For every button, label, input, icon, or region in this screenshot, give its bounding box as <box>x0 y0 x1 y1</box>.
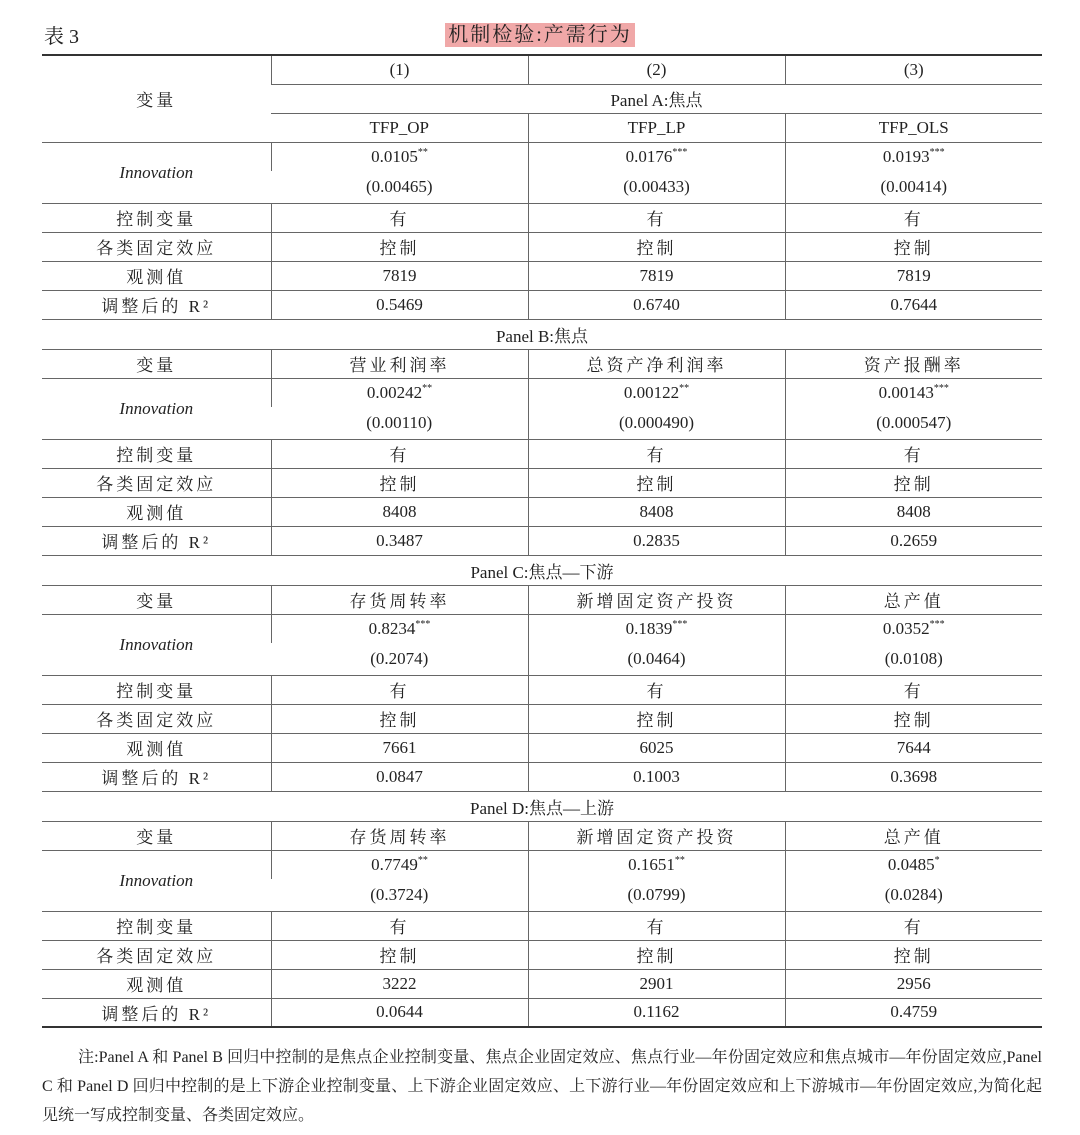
controls-row-value: 有 <box>785 911 1042 940</box>
standard-error: (0.00110) <box>271 407 528 439</box>
panel-a-var-3: TFP_OLS <box>785 113 1042 142</box>
coefficient-value: 0.0105 <box>371 146 418 166</box>
dependent-variable: 存货周转率 <box>271 585 528 614</box>
dependent-variable: 新增固定资产投资 <box>528 821 785 850</box>
coefficient-value: 0.00122 <box>623 382 680 402</box>
fixed-effects-row-value: 控制 <box>785 940 1042 969</box>
adj-r2-row-value: 0.3698 <box>785 762 1042 791</box>
controls-row <box>42 675 1042 704</box>
fixed-effects-row-value: 控制 <box>785 704 1042 733</box>
adj-r2-row-value: 0.5469 <box>271 290 528 319</box>
adj-r2-row-value: 0.2659 <box>785 526 1042 555</box>
dependent-variable-row <box>42 349 1042 378</box>
observations-row-value: 7644 <box>785 733 1042 762</box>
coefficient-value: 0.0485 <box>887 854 935 874</box>
observations-row <box>42 261 1042 290</box>
coefficient-value: 0.8234 <box>368 618 416 638</box>
coefficient-value: 0.00242 <box>366 382 423 402</box>
fixed-effects-row-label: 各类固定效应 <box>42 704 271 733</box>
standard-error: (0.0799) <box>528 879 785 911</box>
coefficient-value: 0.0193 <box>882 146 930 166</box>
controls-row-label: 控制变量 <box>42 911 271 940</box>
variable-label: 变量 <box>42 585 271 614</box>
significance-stars: ** <box>417 146 428 158</box>
header-row-cols <box>42 55 1042 84</box>
coefficient-cell <box>528 142 785 171</box>
coefficient-value: 0.7749 <box>371 854 418 874</box>
controls-row-label: 控制变量 <box>42 203 271 232</box>
fixed-effects-row-value: 控制 <box>271 468 528 497</box>
coefficient-cell <box>785 614 1042 643</box>
innovation-label: Innovation <box>42 614 271 675</box>
significance-stars: *** <box>933 382 949 394</box>
observations-row-value: 2901 <box>528 969 785 998</box>
controls-row-value: 有 <box>528 203 785 232</box>
col-header-2: (2) <box>528 55 785 84</box>
adj-r2-row <box>42 762 1042 791</box>
variable-label: 变量 <box>42 821 271 850</box>
standard-error: (0.000490) <box>528 407 785 439</box>
innovation-label: Innovation <box>42 142 271 203</box>
observations-row-value: 6025 <box>528 733 785 762</box>
controls-row-value: 有 <box>528 439 785 468</box>
table-title: 机制检验:产需行为 <box>445 23 635 47</box>
coefficient-cell <box>785 378 1042 407</box>
coefficient-cell <box>528 614 785 643</box>
coefficient-value: 0.1651 <box>628 854 675 874</box>
coefficient-value: 0.0352 <box>882 618 930 638</box>
dependent-variable: 总资产净利润率 <box>528 349 785 378</box>
dependent-variable: 资产报酬率 <box>785 349 1042 378</box>
fixed-effects-row-value: 控制 <box>271 232 528 261</box>
standard-error: (0.0464) <box>528 643 785 675</box>
standard-error: (0.00433) <box>528 171 785 203</box>
coefficient-cell <box>528 850 785 879</box>
adj-r2-row <box>42 290 1042 319</box>
panel-title: Panel D:焦点—上游 <box>42 791 1042 821</box>
col-header-1: (1) <box>271 55 528 84</box>
dependent-variable: 总产值 <box>785 585 1042 614</box>
standard-error: (0.3724) <box>271 879 528 911</box>
observations-row-label: 观测值 <box>42 969 271 998</box>
panel-title: Panel B:焦点 <box>42 319 1042 349</box>
panel-a-title: Panel A:焦点 <box>271 84 1042 113</box>
innovation-label: Innovation <box>42 850 271 911</box>
controls-row-value: 有 <box>271 439 528 468</box>
dependent-variable: 新增固定资产投资 <box>528 585 785 614</box>
innovation-coef-row <box>42 850 1042 879</box>
innovation-label: Innovation <box>42 378 271 439</box>
coefficient-cell <box>271 378 528 407</box>
innovation-coef-row <box>42 614 1042 643</box>
table-label: 表 3 <box>44 26 79 48</box>
observations-row-value: 8408 <box>785 497 1042 526</box>
fixed-effects-row-value: 控制 <box>528 704 785 733</box>
table-body <box>42 55 1042 1027</box>
adj-r2-row-label: 调整后的 R² <box>42 998 271 1027</box>
variable-label: 变量 <box>42 349 271 378</box>
regression-table <box>42 54 1042 1028</box>
controls-row <box>42 911 1042 940</box>
coefficient-cell <box>271 614 528 643</box>
controls-row-value: 有 <box>528 675 785 704</box>
coefficient-value: 0.00143 <box>878 382 934 402</box>
adj-r2-row-value: 0.1003 <box>528 762 785 791</box>
controls-row <box>42 439 1042 468</box>
standard-error: (0.00465) <box>271 171 528 203</box>
observations-row-value: 8408 <box>528 497 785 526</box>
significance-stars: ** <box>679 382 690 394</box>
adj-r2-row-value: 0.3487 <box>271 526 528 555</box>
fixed-effects-row-value: 控制 <box>528 232 785 261</box>
innovation-coef-row <box>42 378 1042 407</box>
observations-row-value: 7819 <box>528 261 785 290</box>
adj-r2-row-value: 0.4759 <box>785 998 1042 1027</box>
controls-row-label: 控制变量 <box>42 439 271 468</box>
fixed-effects-row-value: 控制 <box>785 468 1042 497</box>
observations-row-value: 7819 <box>785 261 1042 290</box>
panel-a-var-1: TFP_OP <box>271 113 528 142</box>
dependent-variable: 存货周转率 <box>271 821 528 850</box>
controls-row-value: 有 <box>528 911 785 940</box>
adj-r2-row-value: 0.7644 <box>785 290 1042 319</box>
standard-error: (0.2074) <box>271 643 528 675</box>
adj-r2-row-value: 0.6740 <box>528 290 785 319</box>
significance-stars: ** <box>422 382 433 394</box>
fixed-effects-row <box>42 468 1042 497</box>
standard-error: (0.0108) <box>785 643 1042 675</box>
observations-row-value: 3222 <box>271 969 528 998</box>
coefficient-cell <box>785 850 1042 879</box>
dependent-variable-row <box>42 821 1042 850</box>
controls-row <box>42 203 1042 232</box>
significance-stars: *** <box>672 618 688 630</box>
fixed-effects-row-value: 控制 <box>271 940 528 969</box>
fixed-effects-row-label: 各类固定效应 <box>42 232 271 261</box>
fixed-effects-row <box>42 232 1042 261</box>
significance-stars: *** <box>672 146 688 158</box>
adj-r2-row-value: 0.0847 <box>271 762 528 791</box>
adj-r2-row-value: 0.1162 <box>528 998 785 1027</box>
controls-row-value: 有 <box>785 675 1042 704</box>
fixed-effects-row-value: 控制 <box>785 232 1042 261</box>
standard-error: (0.0284) <box>785 879 1042 911</box>
observations-row-value: 7661 <box>271 733 528 762</box>
coefficient-cell <box>271 142 528 171</box>
fixed-effects-row-value: 控制 <box>528 468 785 497</box>
standard-error: (0.00414) <box>785 171 1042 203</box>
observations-row-value: 8408 <box>271 497 528 526</box>
observations-row-value: 2956 <box>785 969 1042 998</box>
panel-title-row <box>42 555 1042 585</box>
controls-row-value: 有 <box>271 675 528 704</box>
significance-stars: *** <box>929 618 945 630</box>
coefficient-cell <box>271 850 528 879</box>
coefficient-cell <box>785 142 1042 171</box>
adj-r2-row-value: 0.2835 <box>528 526 785 555</box>
fixed-effects-row <box>42 704 1042 733</box>
innovation-coef-row <box>42 142 1042 171</box>
header-variable-label: 变量 <box>42 55 271 142</box>
fixed-effects-row-label: 各类固定效应 <box>42 940 271 969</box>
coefficient-cell <box>528 378 785 407</box>
observations-row-label: 观测值 <box>42 497 271 526</box>
table-note: 注:Panel A 和 Panel B 回归中控制的是焦点企业控制变量、焦点企业固定效应、焦点行业—年份固定效应和焦点城市—年份固定效应,Panel C 和 Panel D 回归中控制的是上下游企业控制变量、上下游企业固定效应、上下游行业—年份固定效应和上下游城市—年份固定效应,为简化起见统一写成控制变量、各类固定效应。 <box>42 1049 1042 1124</box>
table-title-wrap <box>0 18 1080 47</box>
coefficient-value: 0.0176 <box>625 146 673 166</box>
controls-row-label: 控制变量 <box>42 675 271 704</box>
panel-a-var-2: TFP_LP <box>528 113 785 142</box>
standard-error: (0.000547) <box>785 407 1042 439</box>
panel-title: Panel C:焦点—下游 <box>42 555 1042 585</box>
dependent-variable: 营业利润率 <box>271 349 528 378</box>
panel-title-row <box>42 319 1042 349</box>
observations-row-label: 观测值 <box>42 261 271 290</box>
fixed-effects-row-label: 各类固定效应 <box>42 468 271 497</box>
adj-r2-row <box>42 998 1042 1027</box>
controls-row-value: 有 <box>271 203 528 232</box>
adj-r2-row-label: 调整后的 R² <box>42 290 271 319</box>
adj-r2-row-label: 调整后的 R² <box>42 762 271 791</box>
dependent-variable-row <box>42 585 1042 614</box>
col-header-3: (3) <box>785 55 1042 84</box>
coefficient-value: 0.1839 <box>625 618 673 638</box>
observations-row <box>42 497 1042 526</box>
significance-stars: ** <box>674 854 685 866</box>
significance-stars: *** <box>415 618 431 630</box>
significance-stars: ** <box>417 854 428 866</box>
significance-stars: * <box>934 854 940 866</box>
fixed-effects-row <box>42 940 1042 969</box>
observations-row-label: 观测值 <box>42 733 271 762</box>
adj-r2-row-value: 0.0644 <box>271 998 528 1027</box>
panel-title-row <box>42 791 1042 821</box>
controls-row-value: 有 <box>271 911 528 940</box>
observations-row <box>42 733 1042 762</box>
significance-stars: *** <box>929 146 945 158</box>
controls-row-value: 有 <box>785 439 1042 468</box>
dependent-variable: 总产值 <box>785 821 1042 850</box>
observations-row <box>42 969 1042 998</box>
observations-row-value: 7819 <box>271 261 528 290</box>
controls-row-value: 有 <box>785 203 1042 232</box>
fixed-effects-row-value: 控制 <box>528 940 785 969</box>
adj-r2-row-label: 调整后的 R² <box>42 526 271 555</box>
adj-r2-row <box>42 526 1042 555</box>
fixed-effects-row-value: 控制 <box>271 704 528 733</box>
